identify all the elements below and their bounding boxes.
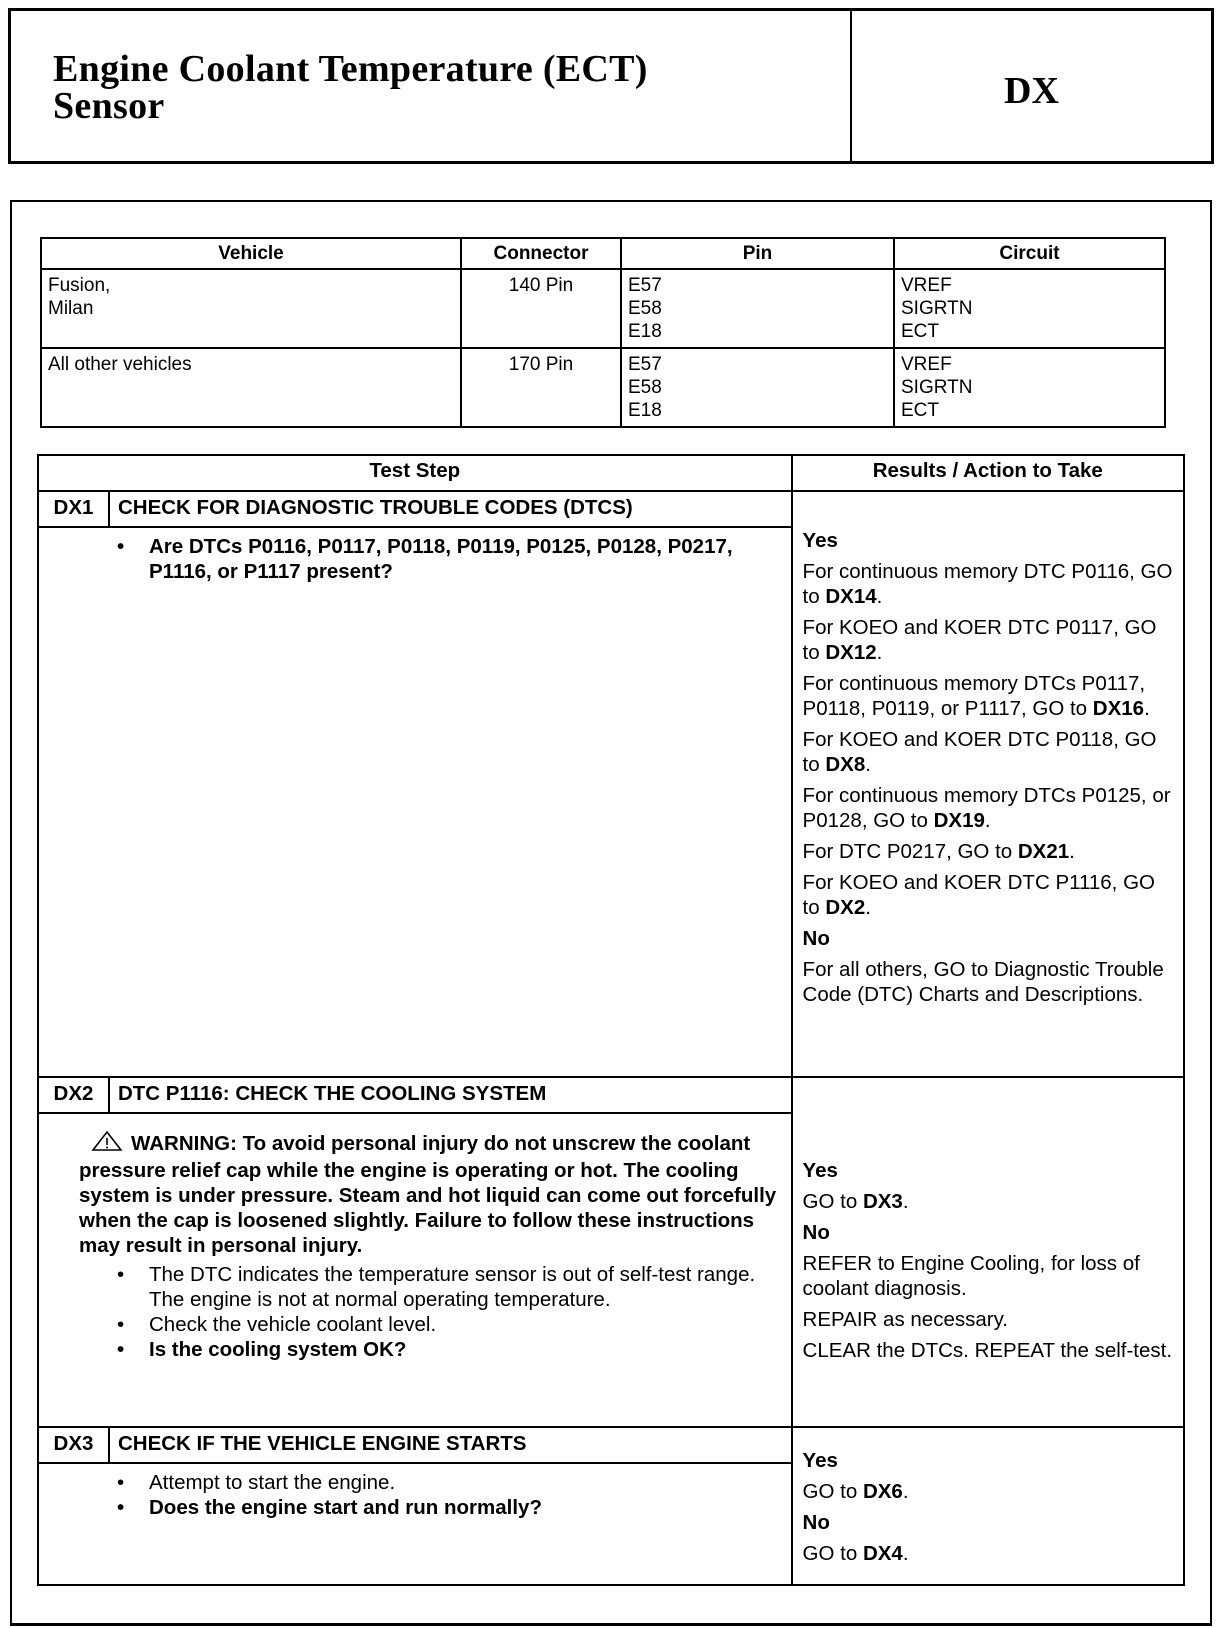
step-instructions bbox=[113, 534, 781, 584]
result-text: For all others, GO to Diagnostic Trouble Code (DTC) Charts and Descriptions. bbox=[802, 958, 1164, 1006]
result-paragraph bbox=[803, 839, 1175, 864]
table-header-row bbox=[41, 238, 1165, 269]
page-header bbox=[8, 8, 1214, 164]
result-emphasis: DX14 bbox=[825, 585, 877, 608]
result-emphasis: DX8 bbox=[825, 753, 866, 776]
result-text: For continuous memory DTC P0116, GO to bbox=[802, 560, 1173, 608]
step-body bbox=[38, 527, 792, 1077]
circuit-value: ECT bbox=[901, 321, 939, 342]
result-paragraph bbox=[803, 1189, 1175, 1214]
result-text: GO to bbox=[802, 1542, 863, 1565]
step-instructions bbox=[113, 1262, 781, 1362]
table-header-row bbox=[38, 455, 1184, 491]
pin-cell bbox=[621, 269, 894, 348]
pin-value: E18 bbox=[628, 321, 662, 342]
result-emphasis: DX2 bbox=[825, 896, 866, 919]
vehicle-connector-table bbox=[40, 237, 1166, 428]
vehicle-cell bbox=[41, 348, 461, 427]
column-header: Vehicle bbox=[41, 238, 461, 269]
result-paragraph bbox=[803, 528, 1175, 553]
step-title-row bbox=[38, 1077, 1184, 1113]
result-paragraph bbox=[803, 1338, 1175, 1363]
result-text: GO to bbox=[802, 1190, 863, 1213]
instruction-item: • Is the cooling system OK? bbox=[113, 1337, 781, 1362]
result-paragraph bbox=[803, 870, 1175, 920]
result-text: . bbox=[902, 1190, 909, 1213]
step-code: DX3 bbox=[38, 1427, 109, 1463]
column-header: Results / Action to Take bbox=[792, 455, 1184, 491]
connector-cell: 170 Pin bbox=[461, 348, 621, 427]
pin-value: E58 bbox=[628, 298, 662, 319]
vehicle-name: Fusion, bbox=[48, 275, 111, 296]
result-paragraph bbox=[803, 1251, 1175, 1301]
circuit-value: ECT bbox=[901, 400, 939, 421]
column-header: Test Step bbox=[38, 455, 792, 491]
result-text: . bbox=[902, 1480, 909, 1503]
result-paragraph bbox=[803, 559, 1175, 609]
step-body bbox=[38, 1113, 792, 1427]
circuit-value: VREF bbox=[901, 354, 952, 375]
result-emphasis: DX19 bbox=[933, 809, 985, 832]
step-body bbox=[38, 1463, 792, 1585]
result-text: CLEAR the DTCs. REPEAT the self-test. bbox=[802, 1339, 1173, 1362]
result-paragraph bbox=[803, 1541, 1175, 1566]
test-step-table bbox=[37, 454, 1185, 1586]
step-title: CHECK FOR DIAGNOSTIC TROUBLE CODES (DTCS) bbox=[109, 491, 792, 527]
result-text: . bbox=[984, 809, 991, 832]
result-text: For KOEO and KOER DTC P1116, GO to bbox=[802, 871, 1155, 919]
content-frame bbox=[10, 200, 1212, 1626]
result-paragraph bbox=[803, 1158, 1175, 1183]
result-paragraph bbox=[803, 615, 1175, 665]
result-paragraph bbox=[803, 1479, 1175, 1504]
result-emphasis: DX6 bbox=[862, 1480, 903, 1503]
result-paragraph bbox=[803, 926, 1175, 951]
result-emphasis: DX21 bbox=[1017, 840, 1070, 863]
table-row bbox=[41, 348, 1165, 427]
circuit-cell bbox=[894, 348, 1165, 427]
result-paragraph bbox=[803, 1307, 1175, 1332]
column-header: Circuit bbox=[894, 238, 1165, 269]
result-paragraph bbox=[803, 1510, 1175, 1535]
step-title: CHECK IF THE VEHICLE ENGINE STARTS bbox=[109, 1427, 792, 1463]
result-text: REPAIR as necessary. bbox=[802, 1308, 1008, 1331]
result-emphasis: Yes bbox=[802, 1449, 838, 1472]
result-text: . bbox=[876, 585, 883, 608]
vehicle-name: All other vehicles bbox=[48, 354, 192, 375]
connector-cell: 140 Pin bbox=[461, 269, 621, 348]
pin-value: E58 bbox=[628, 377, 662, 398]
step-title: DTC P1116: CHECK THE COOLING SYSTEM bbox=[109, 1077, 792, 1113]
step-code: DX1 bbox=[38, 491, 109, 527]
result-emphasis: DX16 bbox=[1092, 697, 1145, 720]
warning-text: WARNING: To avoid personal injury do not unscrew the coolant pressure relief cap while the engine is operating or hot. The cooling system is under pressure. Steam and hot liquid can come out forcefully when the cap is loosened slightly. Failure to follow these instructions may result in personal injury. bbox=[79, 1132, 777, 1257]
result-emphasis: No bbox=[802, 927, 830, 950]
result-text: For continuous memory DTCs P0125, or P0128, GO to bbox=[802, 784, 1171, 832]
result-text: GO to bbox=[802, 1480, 863, 1503]
step-instructions bbox=[113, 1470, 781, 1520]
result-paragraph bbox=[803, 1220, 1175, 1245]
step-results bbox=[792, 491, 1184, 1077]
result-text: REFER to Engine Cooling, for loss of coolant diagnosis. bbox=[802, 1252, 1140, 1300]
circuit-value: SIGRTN bbox=[901, 298, 973, 319]
instruction-item: • Are DTCs P0116, P0117, P0118, P0119, P0125, P0128, P0217, P1116, or P1117 present? bbox=[113, 534, 781, 584]
step-results bbox=[792, 1077, 1184, 1427]
result-emphasis: DX3 bbox=[862, 1190, 903, 1213]
step-title-row bbox=[38, 1427, 1184, 1463]
result-text: For KOEO and KOER DTC P0118, GO to bbox=[802, 728, 1157, 776]
circuit-cell bbox=[894, 269, 1165, 348]
result-emphasis: No bbox=[802, 1511, 830, 1534]
warning-triangle-icon bbox=[91, 1130, 123, 1158]
pin-cell bbox=[621, 348, 894, 427]
section-code: DX bbox=[1004, 70, 1059, 112]
warning-block bbox=[79, 1130, 781, 1258]
title-line-1: Engine Coolant Temperature (ECT) bbox=[53, 48, 648, 90]
step-title-row bbox=[38, 491, 1184, 527]
instruction-item: • The DTC indicates the temperature sensor is out of self-test range. The engine is not at normal operating temperature. bbox=[113, 1262, 781, 1312]
column-header: Connector bbox=[461, 238, 621, 269]
title-line-2: Sensor bbox=[53, 85, 165, 127]
result-text: . bbox=[865, 753, 871, 776]
result-text: . bbox=[902, 1542, 909, 1565]
result-paragraph bbox=[803, 671, 1175, 721]
vehicle-cell bbox=[41, 269, 461, 348]
circuit-value: VREF bbox=[901, 275, 952, 296]
table-row bbox=[41, 269, 1165, 348]
result-paragraph bbox=[803, 1448, 1175, 1473]
result-text: . bbox=[865, 896, 871, 919]
page-title bbox=[53, 48, 648, 127]
column-header: Pin bbox=[621, 238, 894, 269]
result-emphasis: Yes bbox=[802, 1159, 838, 1182]
pin-value: E18 bbox=[628, 400, 662, 421]
result-emphasis: No bbox=[802, 1221, 830, 1244]
instruction-item: • Check the vehicle coolant level. bbox=[113, 1312, 781, 1337]
result-text: . bbox=[1069, 840, 1075, 863]
result-text: For continuous memory DTCs P0117, P0118, P0119, or P1117, GO to bbox=[802, 672, 1146, 720]
result-emphasis: DX4 bbox=[862, 1542, 903, 1565]
result-emphasis: DX12 bbox=[825, 641, 877, 664]
result-paragraph bbox=[803, 783, 1175, 833]
result-text: . bbox=[876, 641, 883, 664]
pin-value: E57 bbox=[628, 275, 662, 296]
result-paragraph bbox=[803, 957, 1175, 1007]
result-emphasis: Yes bbox=[802, 529, 838, 552]
result-text: For KOEO and KOER DTC P0117, GO to bbox=[802, 616, 1157, 664]
result-paragraph bbox=[803, 727, 1175, 777]
instruction-item: • Attempt to start the engine. bbox=[113, 1470, 781, 1495]
vehicle-name: Milan bbox=[48, 298, 94, 319]
result-text: For DTC P0217, GO to bbox=[802, 840, 1018, 863]
pin-value: E57 bbox=[628, 354, 662, 375]
instruction-item: • Does the engine start and run normally? bbox=[113, 1495, 781, 1520]
circuit-value: SIGRTN bbox=[901, 377, 973, 398]
step-code: DX2 bbox=[38, 1077, 109, 1113]
result-text: . bbox=[1144, 697, 1150, 720]
step-results bbox=[792, 1427, 1184, 1585]
